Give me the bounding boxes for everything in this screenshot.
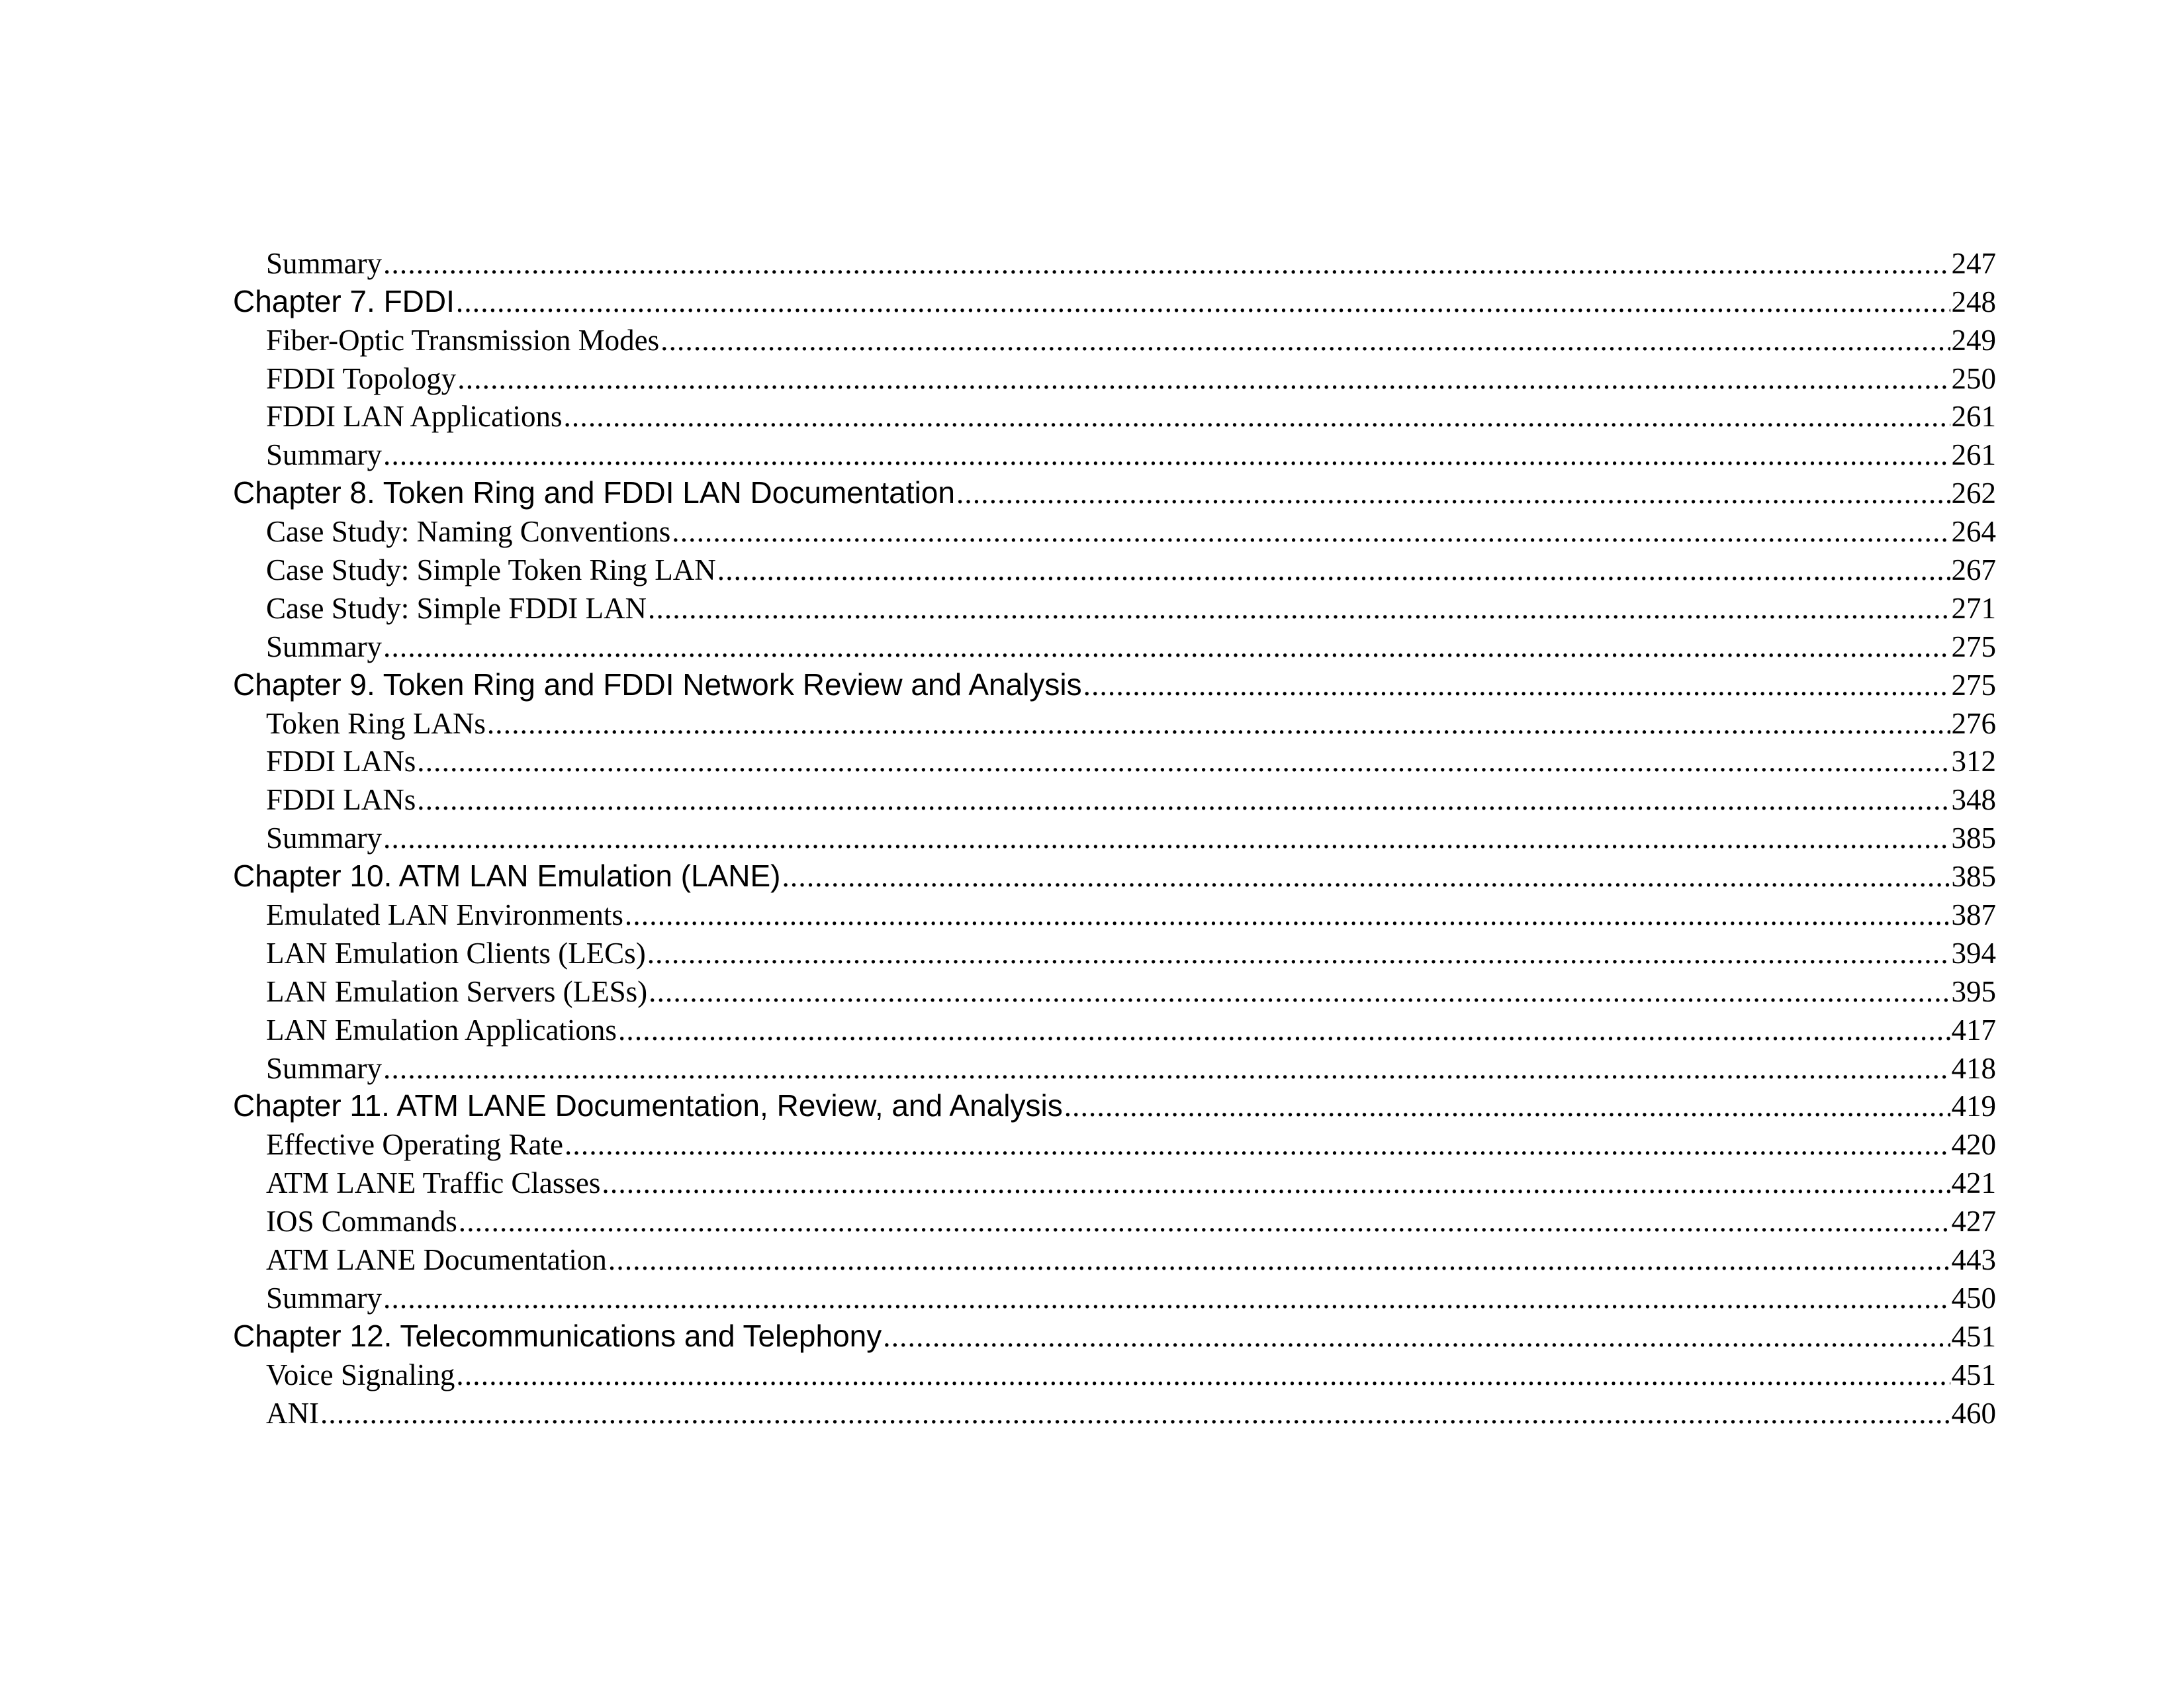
toc-entry[interactable] <box>266 936 1996 970</box>
toc-entry[interactable] <box>233 1088 1996 1123</box>
dot-leader <box>565 1127 1950 1162</box>
page-number: 417 <box>1951 1013 1996 1047</box>
section-title: FDDI Topology <box>266 361 457 395</box>
dot-leader <box>672 514 1950 549</box>
toc-section-row[interactable] <box>0 1013 2184 1051</box>
section-title: FDDI LANs <box>266 783 416 817</box>
page-number: 387 <box>1951 898 1996 932</box>
toc-entry[interactable] <box>233 667 1996 702</box>
toc-entry[interactable] <box>266 591 1996 626</box>
page-number: 443 <box>1951 1243 1996 1277</box>
dot-leader <box>487 706 1950 741</box>
page-number: 385 <box>1951 821 1996 855</box>
section-title: FDDI LANs <box>266 745 416 778</box>
page-number: 262 <box>1951 477 1996 510</box>
dot-leader <box>563 399 1950 434</box>
dot-leader <box>883 1319 1950 1354</box>
dot-leader <box>383 821 1950 855</box>
toc-entry[interactable] <box>266 361 1996 396</box>
toc-section-row[interactable] <box>0 591 2184 630</box>
chapter-title: Chapter 12. Telecommunications and Telephony <box>233 1318 882 1353</box>
dot-leader <box>457 361 1950 396</box>
toc-entry[interactable] <box>266 898 1996 932</box>
section-title: Case Study: Simple FDDI LAN <box>266 591 647 625</box>
page-number: 419 <box>1951 1090 1996 1123</box>
section-title: ATM LANE Documentation <box>266 1243 607 1277</box>
page-number: 421 <box>1951 1166 1996 1200</box>
dot-leader <box>383 1281 1950 1315</box>
toc-entry[interactable] <box>233 283 1996 319</box>
dot-leader <box>456 1358 1950 1392</box>
section-title: Summary <box>266 821 382 855</box>
toc-section-row[interactable] <box>0 898 2184 936</box>
toc-section-row[interactable] <box>0 514 2184 553</box>
toc-entry[interactable] <box>266 323 1996 357</box>
toc-entry[interactable] <box>266 1396 1996 1430</box>
page-number: 247 <box>1951 246 1996 280</box>
page-number: 427 <box>1951 1205 1996 1239</box>
toc-section-row[interactable] <box>0 706 2184 745</box>
toc-entry[interactable] <box>266 399 1996 434</box>
toc-chapter-row[interactable] <box>0 859 2184 898</box>
section-title: Summary <box>266 1281 382 1315</box>
section-title: Fiber-Optic Transmission Modes <box>266 323 660 357</box>
toc-section-row[interactable] <box>0 438 2184 476</box>
toc-entry[interactable] <box>233 475 1996 510</box>
toc-chapter-row[interactable] <box>0 668 2184 706</box>
toc-entry[interactable] <box>266 438 1996 472</box>
page-number: 312 <box>1951 745 1996 778</box>
toc-section-row[interactable] <box>0 1396 2184 1434</box>
section-title: Voice Signaling <box>266 1358 455 1391</box>
dot-leader <box>608 1243 1950 1277</box>
toc-section-row[interactable] <box>0 745 2184 783</box>
section-title: LAN Emulation Clients (LECs) <box>266 936 646 970</box>
page-number: 394 <box>1951 936 1996 970</box>
toc-section-row[interactable] <box>0 361 2184 400</box>
section-title: ATM LANE Traffic Classes <box>266 1166 601 1200</box>
page-number: 276 <box>1951 706 1996 740</box>
page-number: 267 <box>1951 553 1996 587</box>
chapter-title: Chapter 11. ATM LANE Documentation, Review, and Analysis <box>233 1088 1063 1123</box>
dot-leader <box>383 630 1950 664</box>
page-number: 261 <box>1951 400 1996 434</box>
page-number: 451 <box>1951 1358 1996 1391</box>
page-number: 275 <box>1951 630 1996 663</box>
toc-entry[interactable] <box>266 782 1996 817</box>
toc-section-row[interactable] <box>0 1243 2184 1281</box>
dot-leader <box>956 476 1950 510</box>
page-number: 264 <box>1951 515 1996 549</box>
page-number: 250 <box>1951 361 1996 395</box>
section-title: Summary <box>266 630 382 663</box>
dot-leader <box>782 859 1950 894</box>
section-title: FDDI LAN Applications <box>266 400 563 434</box>
toc-section-row[interactable] <box>0 1127 2184 1166</box>
page-number: 395 <box>1951 974 1996 1008</box>
chapter-title: Chapter 7. FDDI <box>233 283 455 318</box>
page-number: 385 <box>1951 860 1996 894</box>
page-number: 418 <box>1951 1051 1996 1085</box>
toc-entry[interactable] <box>233 1318 1996 1354</box>
dot-leader <box>660 323 1950 357</box>
toc-entry[interactable] <box>266 1051 1996 1086</box>
toc-entry[interactable] <box>266 1243 1996 1277</box>
page-number: 261 <box>1951 438 1996 472</box>
dot-leader <box>648 591 1950 626</box>
toc-entry[interactable] <box>266 706 1996 741</box>
dot-leader <box>1083 668 1950 702</box>
toc-chapter-row[interactable] <box>0 1090 2184 1128</box>
page-number: 249 <box>1951 323 1996 357</box>
section-title: Case Study: Simple Token Ring LAN <box>266 553 716 587</box>
page-number: 450 <box>1951 1281 1996 1315</box>
toc-entry[interactable] <box>266 630 1996 664</box>
table-of-contents <box>0 246 2184 1434</box>
dot-leader <box>417 782 1950 817</box>
section-title: Summary <box>266 1051 382 1085</box>
toc-entry[interactable] <box>266 1358 1996 1392</box>
page-number: 271 <box>1951 591 1996 625</box>
section-title: IOS Commands <box>266 1205 457 1239</box>
page-number: 248 <box>1951 285 1996 318</box>
page-number: 348 <box>1951 783 1996 817</box>
toc-entry[interactable] <box>266 744 1996 778</box>
dot-leader <box>717 553 1950 587</box>
dot-leader <box>383 438 1950 472</box>
chapter-title: Chapter 8. Token Ring and FDDI LAN Documentation <box>233 475 955 510</box>
toc-section-row[interactable] <box>0 246 2184 285</box>
toc-section-row[interactable] <box>0 553 2184 591</box>
dot-leader <box>625 898 1950 932</box>
page-number: 451 <box>1951 1319 1996 1353</box>
toc-section-row[interactable] <box>0 936 2184 974</box>
section-title: Summary <box>266 246 382 280</box>
section-title: Case Study: Naming Conventions <box>266 515 671 549</box>
toc-section-row[interactable] <box>0 1051 2184 1090</box>
dot-leader <box>320 1396 1950 1430</box>
dot-leader <box>602 1166 1950 1200</box>
toc-chapter-row[interactable] <box>0 285 2184 323</box>
toc-entry[interactable] <box>266 514 1996 549</box>
chapter-title: Chapter 9. Token Ring and FDDI Network Review and Analysis <box>233 667 1082 702</box>
toc-section-row[interactable] <box>0 782 2184 821</box>
toc-entry[interactable] <box>266 974 1996 1009</box>
page-number: 460 <box>1951 1396 1996 1430</box>
dot-leader <box>383 1051 1950 1086</box>
section-title: ANI <box>266 1396 319 1430</box>
toc-section-row[interactable] <box>0 974 2184 1013</box>
toc-entry[interactable] <box>266 553 1996 587</box>
page-number: 420 <box>1951 1128 1996 1162</box>
section-title: Token Ring LANs <box>266 706 486 740</box>
toc-section-row[interactable] <box>0 821 2184 859</box>
toc-section-row[interactable] <box>0 323 2184 361</box>
section-title: Effective Operating Rate <box>266 1128 563 1162</box>
toc-section-row[interactable] <box>0 1166 2184 1204</box>
toc-section-row[interactable] <box>0 1358 2184 1396</box>
section-title: LAN Emulation Servers (LESs) <box>266 974 648 1008</box>
dot-leader <box>618 1013 1950 1047</box>
toc-section-row[interactable] <box>0 630 2184 668</box>
toc-section-row[interactable] <box>0 1281 2184 1319</box>
dot-leader <box>417 744 1950 778</box>
toc-entry[interactable] <box>266 1204 1996 1239</box>
page-number: 275 <box>1951 668 1996 702</box>
section-title: Summary <box>266 438 382 472</box>
dot-leader <box>1064 1089 1950 1123</box>
toc-entry[interactable] <box>266 1281 1996 1315</box>
dot-leader <box>459 1204 1950 1239</box>
toc-entry[interactable] <box>266 821 1996 855</box>
toc-entry[interactable] <box>233 858 1996 894</box>
toc-chapter-row[interactable] <box>0 476 2184 514</box>
chapter-title: Chapter 10. ATM LAN Emulation (LANE) <box>233 859 781 894</box>
dot-leader <box>456 285 1950 319</box>
toc-entry[interactable] <box>266 1127 1996 1162</box>
section-title: Emulated LAN Environments <box>266 898 623 932</box>
dot-leader <box>383 246 1950 281</box>
toc-section-row[interactable] <box>0 1204 2184 1243</box>
toc-chapter-row[interactable] <box>0 1319 2184 1358</box>
dot-leader <box>649 974 1950 1009</box>
toc-section-row[interactable] <box>0 400 2184 438</box>
toc-entry[interactable] <box>266 1013 1996 1047</box>
toc-entry[interactable] <box>266 246 1996 281</box>
toc-entry[interactable] <box>266 1166 1996 1200</box>
dot-leader <box>647 936 1950 970</box>
section-title: LAN Emulation Applications <box>266 1013 617 1047</box>
